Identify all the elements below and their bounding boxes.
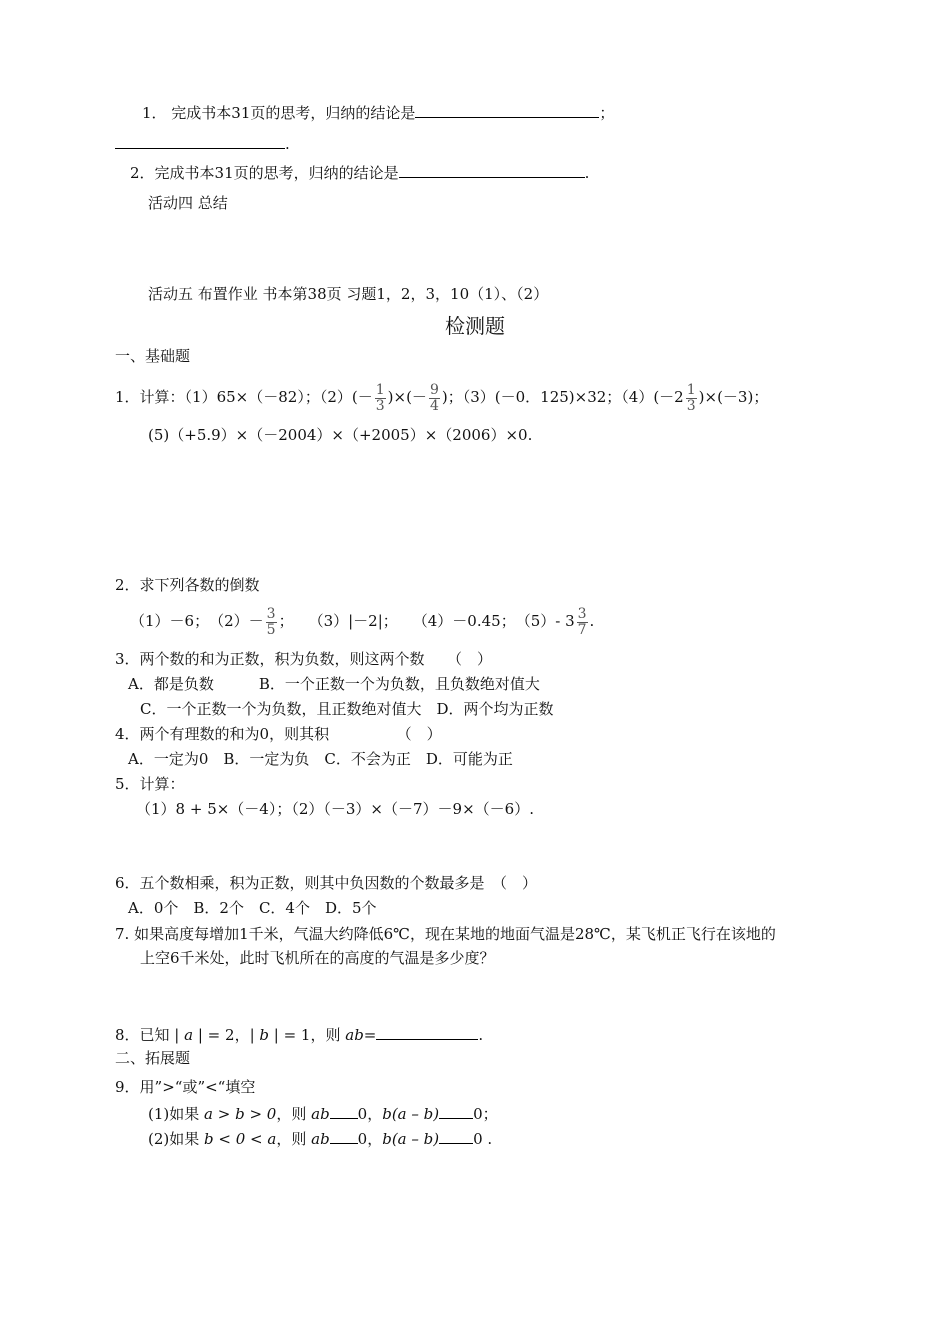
question-3-options-2: C．一个正数一个为负数，且正数绝对值大 D．两个均为正数 bbox=[140, 700, 554, 718]
question-8-line: 8．已知 | a | = 2，| b | = 1，则 ab= . bbox=[115, 1026, 484, 1044]
question-1-line-2: (5)（+5.9）×（－2004）×（+2005）×（2006）×0. bbox=[148, 426, 533, 444]
answer-blank[interactable] bbox=[399, 162, 585, 178]
fraction: $\frac{3}{7}$ bbox=[577, 605, 587, 638]
answer-blank[interactable] bbox=[330, 1128, 358, 1144]
answer-blank[interactable] bbox=[376, 1024, 478, 1040]
question-2-items: （1）－6； （2）－ $\frac{3}{5}$ ； （3）|－2|； （4）－0.45； （5）- 3 $\frac{3}{7}$ . bbox=[130, 605, 595, 638]
answer-blank[interactable] bbox=[415, 102, 599, 118]
question-9-part-2: (2)如果 b < 0 < a，则 ab 0，b(a – b) 0 . bbox=[148, 1130, 493, 1148]
page-title: 检测题 bbox=[445, 314, 505, 338]
question-4-stem: 4．两个有理数的和为0，则其积 （ ） bbox=[115, 725, 442, 743]
question-7-line-2: 上空6千米处，此时飞机所在的高度的气温是多少度？ bbox=[140, 949, 495, 967]
question-3-options-1: A．都是负数 B．一个正数一个为负数，且负数绝对值大 bbox=[128, 675, 540, 693]
answer-blank[interactable] bbox=[330, 1103, 358, 1119]
question-7-line-1: 7. 如果高度每增加1千米，气温大约降低6℃，现在某地的地面气温是28℃，某飞机正飞行在该地的 bbox=[115, 925, 776, 943]
section-basic-heading: 一、基础题 bbox=[115, 347, 191, 365]
question-6-options: A．0个 B．2个 C．4个 D．5个 bbox=[128, 899, 377, 917]
question-2-stem: 2．求下列各数的倒数 bbox=[115, 576, 260, 594]
question-9-stem: 9．用”>“或”<“填空 bbox=[115, 1078, 256, 1096]
question-5-items: （1）8 + 5×（－4）；（2）（－3）×（－7）－9×（－6）. bbox=[136, 800, 534, 818]
question-4-options: A．一定为0 B．一定为负 C．不会为正 D．可能为正 bbox=[128, 750, 513, 768]
review-q1-line: 1． 完成书本31页的思考，归纳的结论是 ； bbox=[142, 104, 615, 122]
question-5-stem: 5．计算： bbox=[115, 775, 185, 793]
fraction: $\frac{1}{3}$ bbox=[686, 381, 696, 414]
section-extension-heading: 二、拓展题 bbox=[115, 1049, 191, 1067]
activity-five-heading: 活动五 布置作业 书本第38页 习题1，2，3，10（1）、（2） bbox=[148, 285, 549, 303]
question-3-stem: 3．两个数的和为正数，积为负数，则这两个数 （ ） bbox=[115, 650, 493, 668]
review-q1-continuation: . bbox=[115, 133, 290, 154]
answer-blank[interactable] bbox=[115, 133, 285, 149]
question-6-stem: 6．五个数相乘，积为正数，则其中负因数的个数最多是 （ ） bbox=[115, 874, 538, 892]
review-q2-line: 2．完成书本31页的思考，归纳的结论是 . bbox=[130, 164, 590, 182]
question-1-line: 1．计算：（1）65×（－82）；（2）(－ $\frac{1}{3}$ )×(－ $\frac{9}{4}$ )；（3）(－0．125)×32；（4）(－2 $\frac{1}{3}$ )×(－3)； bbox=[115, 381, 769, 414]
activity-four-heading: 活动四 总结 bbox=[148, 194, 228, 212]
fraction: $\frac{1}{3}$ bbox=[375, 381, 385, 414]
fraction: $\frac{9}{4}$ bbox=[429, 381, 439, 414]
answer-blank[interactable] bbox=[439, 1103, 473, 1119]
fraction: $\frac{3}{5}$ bbox=[266, 605, 276, 638]
question-9-part-1: (1)如果 a > b > 0，则 ab 0，b(a – b) 0； bbox=[148, 1105, 498, 1123]
answer-blank[interactable] bbox=[439, 1128, 473, 1144]
